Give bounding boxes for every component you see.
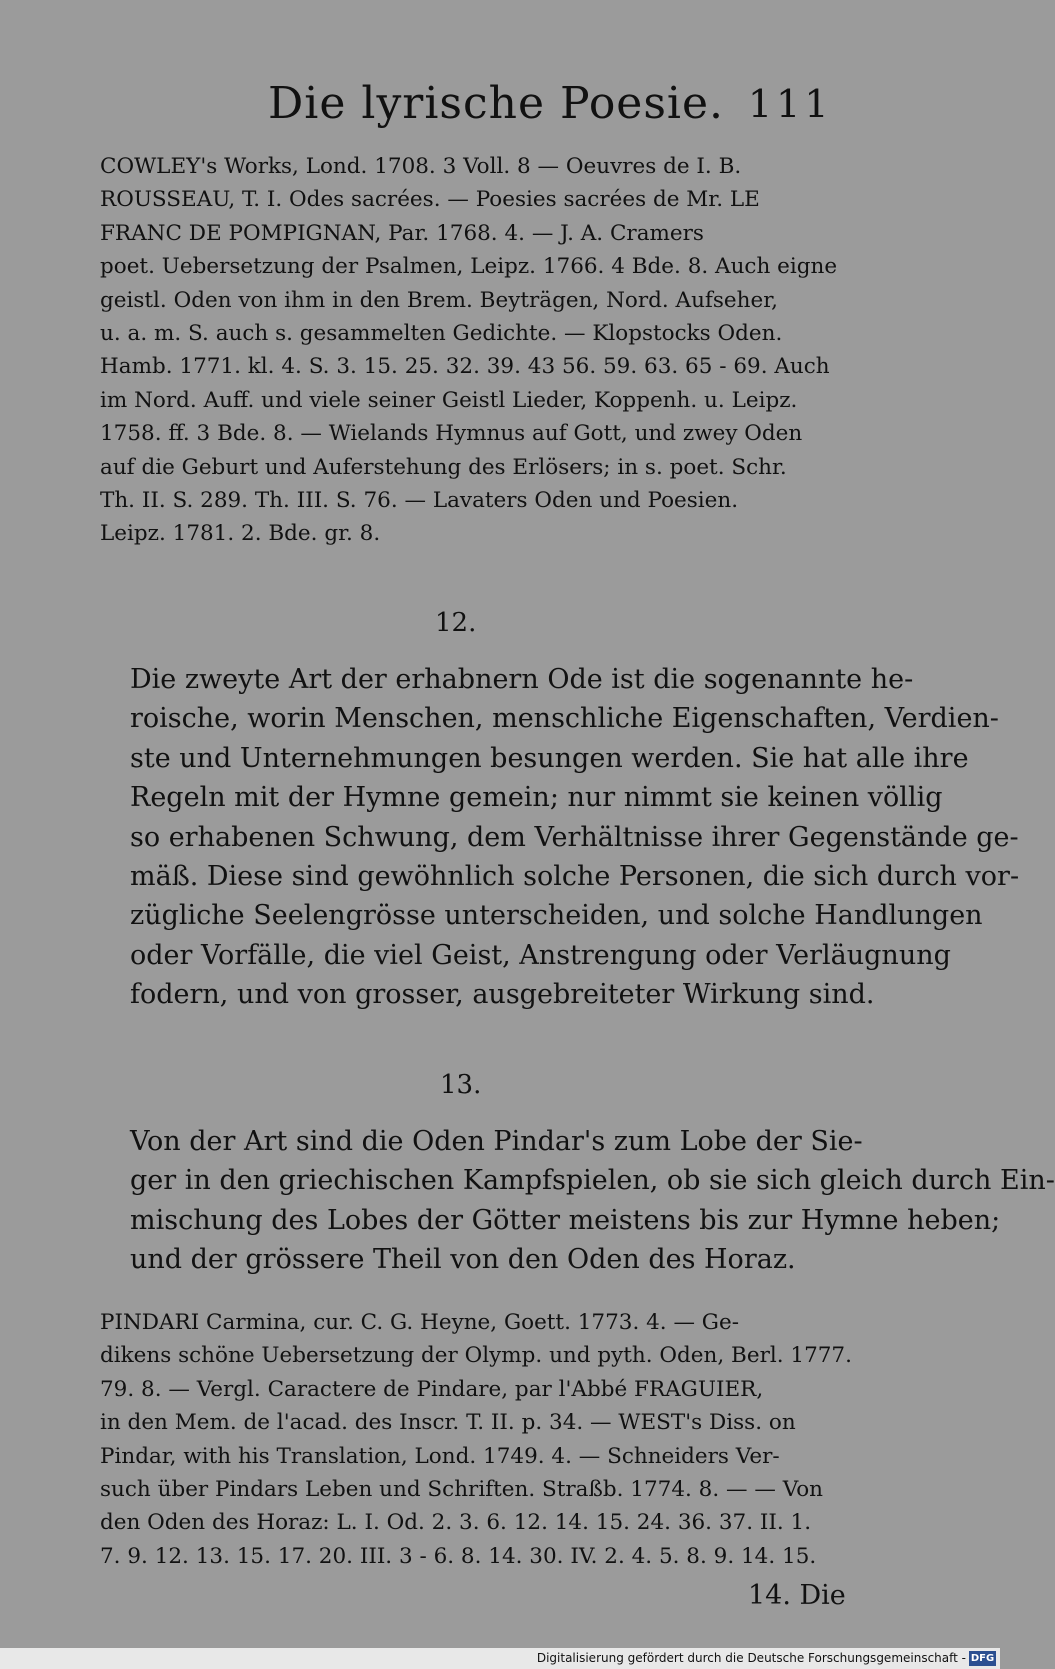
text-line: und der grössere Theil von den Oden des Horaz. (130, 1244, 796, 1276)
ref-line: im Nord. Auff. und viele seiner Geistl Lieder, Koppenh. u. Leipz. (100, 387, 798, 413)
ref-line: such über Pindars Leben und Schriften. Straßb. 1774. 8. — — Von (100, 1477, 824, 1503)
section-13-text (130, 1122, 1055, 1280)
text-line: oder Vorfälle, die viel Geist, Anstrengung oder Verläugnung (130, 939, 951, 971)
text-line: ste und Unternehmungen besungen werden. Sie hat alle ihre (130, 742, 969, 774)
ref-line: FRANC DE POMPIGNAN, Par. 1768. 4. — J. A. Cramers (100, 220, 704, 246)
ref-line: Pindar, with his Translation, Lond. 1749. 4. — Schneiders Ver- (100, 1443, 780, 1469)
ref-line: den Oden des Horaz: L. I. Od. 2. 3. 6. 12. 14. 15. 24. 36. 37. II. 1. (100, 1510, 812, 1536)
ref-line: 79. 8. — Vergl. Caractere de Pindare, par l'Abbé FRAGUIER, (100, 1376, 764, 1402)
ref-line: u. a. m. S. auch s. gesammelten Gedichte. — Klopstocks Oden. (100, 321, 783, 347)
digitization-footer (0, 1648, 1000, 1669)
text-line: Regeln mit der Hymne gemein; nur nimmt sie keinen völlig (130, 782, 943, 814)
text-line: ger in den griechischen Kampfspielen, ob sie sich gleich durch Ein- (130, 1165, 1055, 1197)
ref-line: Th. II. S. 289. Th. III. S. 76. — Lavaters Oden und Poesien. (100, 488, 739, 514)
section-12-text (130, 660, 1020, 1015)
ref-line: PINDARI Carmina, cur. C. G. Heyne, Goett. 1773. 4. — Ge- (100, 1310, 739, 1335)
ref-line: geistl. Oden von ihm in den Brem. Beyträgen, Nord. Aufseher, (100, 287, 778, 313)
ref-line: 1758. ff. 3 Bde. 8. — Wielands Hymnus auf Gott, und zwey Oden (100, 421, 803, 447)
ref-line: dikens schöne Uebersetzung der Olymp. und pyth. Oden, Berl. 1777. (100, 1343, 852, 1369)
references-top (100, 150, 865, 551)
text-line: so erhabenen Schwung, dem Verhältnisse ihrer Gegenstände ge- (130, 821, 1019, 853)
ref-line: ROUSSEAU, T. I. Odes sacrées. — Poesies sacrées de Mr. LE (100, 187, 760, 213)
text-line: Die zweyte Art der erhabnern Ode ist die sogenannte he- (130, 664, 914, 695)
ref-line: Leipz. 1781. 2. Bde. gr. 8. (100, 521, 381, 547)
ref-line: 7. 9. 12. 13. 15. 17. 20. III. 3 - 6. 8. 14. 30. IV. 2. 4. 5. 8. 9. 14. 15. (100, 1543, 817, 1569)
text-line: fodern, und von grosser, ausgebreiteter Wirkung sind. (130, 979, 875, 1011)
ref-line: in den Mem. de l'acad. des Inscr. T. II. p. 34. — WEST's Diss. on (100, 1410, 796, 1436)
references-bottom (100, 1306, 865, 1573)
text-line: mischung des Lobes der Götter meistens bis zur Hymne heben; (130, 1204, 1001, 1236)
dfg-logo: DFG (970, 1653, 995, 1664)
text-line: roische, worin Menschen, menschliche Eigenschaften, Verdien- (130, 703, 999, 735)
ref-line: poet. Uebersetzung der Psalmen, Leipz. 1766. 4 Bde. 8. Auch eigne (100, 254, 838, 280)
ref-line: auf die Geburt und Auferstehung des Erlösers; in s. poet. Schr. (100, 454, 787, 480)
catchword: 14. Die (748, 1580, 846, 1611)
running-title: Die lyrische Poesie. (268, 78, 725, 129)
ref-line: COWLEY's Works, Lond. 1708. 3 Voll. 8 — Oeuvres de I. B. (100, 154, 742, 179)
section-number: 12. (435, 608, 477, 638)
text-line: Von der Art sind die Oden Pindar's zum Lobe der Sie- (130, 1126, 863, 1157)
text-line: mäß. Diese sind gewöhnlich solche Personen, die sich durch vor- (130, 861, 1020, 893)
section-number: 13. (440, 1070, 482, 1100)
page-number: 111 (748, 82, 833, 126)
footer-text: Digitalisierung gefördert durch die Deutsche Forschungsgemeinschaft - (536, 1651, 966, 1665)
ref-line: Hamb. 1771. kl. 4. S. 3. 15. 25. 32. 39. 43 56. 59. 63. 65 - 69. Auch (100, 354, 830, 380)
text-line: zügliche Seelengrösse unterscheiden, und solche Handlungen (130, 900, 983, 932)
